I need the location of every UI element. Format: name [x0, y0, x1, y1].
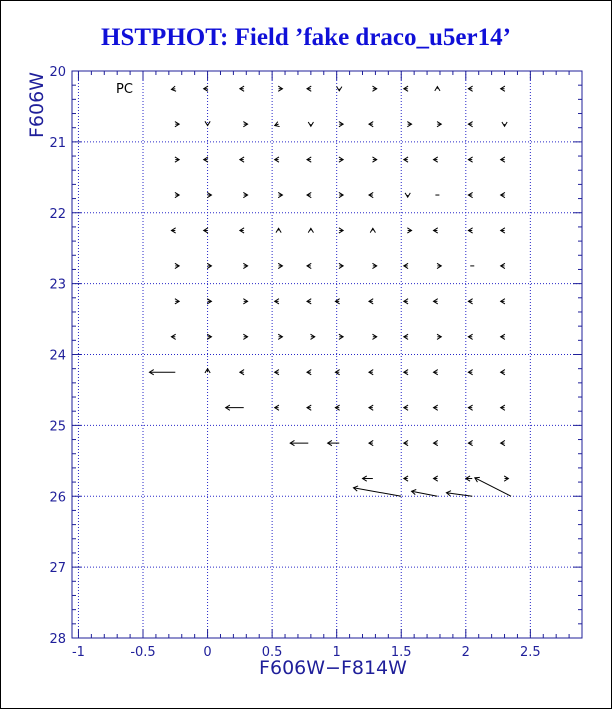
y-tick-label: 21 [49, 135, 66, 151]
displacement-arrow [240, 86, 244, 91]
y-tick-label: 27 [49, 561, 66, 577]
y-tick-label: 24 [49, 348, 66, 364]
displacement-arrow [372, 157, 376, 162]
grid-lines [72, 71, 582, 638]
displacement-arrow [412, 490, 438, 497]
displacement-arrow [370, 228, 375, 232]
x-tick-label: 0.5 [261, 645, 283, 660]
displacement-arrow [207, 299, 211, 304]
displacement-arrow [175, 263, 179, 268]
displacement-arrow [307, 86, 311, 91]
displacement-arrow [308, 122, 313, 126]
y-axis-label: F606W [26, 72, 48, 138]
displacement-arrows [149, 86, 511, 496]
displacement-arrow [339, 228, 343, 233]
x-tick-label: 1.5 [390, 645, 412, 660]
displacement-arrow [337, 87, 342, 91]
displacement-arrow [339, 263, 343, 268]
displacement-arrow [275, 157, 279, 162]
displacement-arrow [207, 263, 211, 268]
displacement-arrow [339, 192, 343, 197]
axis-ticks [49, 65, 582, 660]
displacement-arrow [434, 228, 438, 233]
displacement-arrow [308, 228, 313, 232]
displacement-arrow [404, 86, 408, 91]
displacement-arrow [405, 193, 410, 197]
displacement-arrow [243, 299, 247, 304]
displacement-arrow [407, 228, 411, 233]
displacement-arrow [504, 476, 508, 481]
displacement-arrow [369, 299, 373, 304]
displacement-arrow [243, 263, 247, 268]
displacement-arrow [307, 299, 311, 304]
displacement-arrow [243, 192, 247, 197]
displacement-arrow [204, 157, 208, 162]
displacement-arrow [310, 334, 314, 339]
displacement-arrow [404, 370, 408, 375]
displacement-arrow [275, 370, 279, 375]
y-tick-label: 22 [49, 206, 66, 222]
displacement-arrow [466, 476, 472, 481]
displacement-arrow [328, 440, 340, 445]
x-tick-label: -0.5 [130, 645, 156, 660]
displacement-arrow [434, 440, 438, 445]
displacement-arrow [404, 476, 408, 481]
displacement-arrow [435, 87, 440, 91]
displacement-arrow [446, 491, 472, 497]
displacement-arrow [205, 121, 210, 125]
displacement-arrow [307, 263, 311, 268]
displacement-arrow [243, 334, 247, 339]
displacement-arrow [369, 405, 373, 410]
displacement-arrow [407, 122, 411, 127]
displacement-arrow [434, 157, 438, 162]
displacement-arrow [278, 192, 282, 197]
displacement-arrow [307, 405, 311, 410]
displacement-arrow [290, 440, 308, 445]
displacement-arrow [468, 440, 472, 445]
displacement-arrow [437, 334, 441, 339]
displacement-arrow [468, 122, 472, 127]
displacement-arrow [434, 299, 438, 304]
displacement-arrow [404, 157, 408, 162]
displacement-arrow [240, 157, 244, 162]
displacement-arrow [404, 263, 408, 268]
displacement-arrow [468, 370, 472, 375]
displacement-arrow [353, 486, 401, 496]
displacement-arrow [434, 370, 438, 375]
displacement-arrow [275, 122, 280, 127]
panel-label: PC [116, 82, 133, 97]
displacement-arrow [339, 122, 343, 127]
displacement-arrow [404, 334, 408, 339]
displacement-arrow [171, 228, 175, 233]
displacement-arrow [468, 192, 472, 197]
displacement-arrow [175, 299, 179, 304]
x-tick-label: 2 [461, 645, 470, 660]
displacement-arrow [171, 334, 175, 339]
y-tick-label: 20 [49, 65, 66, 80]
displacement-arrow [468, 334, 472, 339]
displacement-arrow [240, 370, 244, 375]
displacement-arrow [278, 263, 282, 268]
displacement-arrow [204, 228, 208, 233]
displacement-arrow [369, 440, 373, 445]
displacement-arrow [468, 299, 472, 304]
displacement-arrow [275, 299, 279, 304]
displacement-arrow [149, 370, 175, 375]
displacement-arrow [335, 299, 339, 304]
displacement-arrow [207, 192, 211, 197]
displacement-arrow [404, 299, 408, 304]
displacement-arrow [501, 405, 505, 410]
displacement-arrow [404, 440, 408, 445]
displacement-arrow [339, 157, 343, 162]
displacement-arrow [369, 122, 373, 127]
displacement-arrow [434, 405, 438, 410]
displacement-arrow [335, 405, 339, 410]
y-tick-label: 26 [49, 490, 66, 506]
chart-title: HSTPHOT: Field ’fake draco_u5er14’ [101, 24, 511, 51]
displacement-arrow [175, 122, 179, 127]
displacement-arrow [501, 440, 505, 445]
displacement-arrow [278, 86, 282, 91]
displacement-arrow [307, 192, 311, 197]
y-tick-label: 28 [49, 632, 66, 647]
displacement-arrow [226, 405, 244, 410]
displacement-arrow [501, 299, 505, 304]
displacement-arrow [468, 228, 472, 233]
displacement-arrow [205, 369, 210, 373]
displacement-arrow [175, 157, 179, 162]
x-tick-label: -1 [71, 645, 85, 660]
displacement-arrow [468, 157, 472, 162]
displacement-arrow [363, 476, 373, 481]
displacement-arrow [335, 370, 339, 375]
displacement-arrow [404, 405, 408, 410]
displacement-arrow [501, 334, 505, 339]
displacement-arrow [276, 228, 281, 232]
y-tick-label: 25 [49, 419, 66, 435]
y-tick-label: 23 [49, 277, 66, 293]
displacement-arrow [502, 122, 507, 126]
displacement-arrow [204, 86, 208, 91]
displacement-arrow [275, 405, 279, 410]
displacement-arrow [501, 228, 505, 233]
displacement-arrow [437, 122, 441, 127]
displacement-arrow [307, 157, 311, 162]
displacement-arrow [372, 334, 376, 339]
x-tick-label: 2.5 [520, 645, 541, 660]
displacement-arrow [339, 334, 343, 339]
displacement-arrow [243, 122, 247, 127]
displacement-arrow [501, 192, 505, 197]
displacement-arrow [369, 192, 373, 197]
displacement-arrow [307, 370, 311, 375]
displacement-arrow [240, 228, 244, 233]
x-axis-label: F606W−F814W [259, 657, 407, 679]
displacement-arrow [501, 370, 505, 375]
displacement-arrow [171, 86, 176, 91]
x-tick-label: 0 [203, 645, 212, 660]
x-tick-label: 1 [332, 645, 341, 660]
displacement-arrow [434, 476, 438, 481]
displacement-arrow [501, 157, 505, 162]
displacement-arrow [468, 405, 472, 410]
displacement-arrow [369, 370, 373, 375]
displacement-arrow [468, 86, 472, 91]
displacement-arrow [175, 192, 179, 197]
displacement-arrow [278, 334, 282, 339]
displacement-arrow [501, 86, 505, 91]
displacement-arrow [437, 263, 441, 268]
displacement-arrow [372, 263, 376, 268]
displacement-arrow [372, 86, 376, 91]
displacement-arrow [207, 334, 211, 339]
displacement-arrow [501, 263, 505, 268]
